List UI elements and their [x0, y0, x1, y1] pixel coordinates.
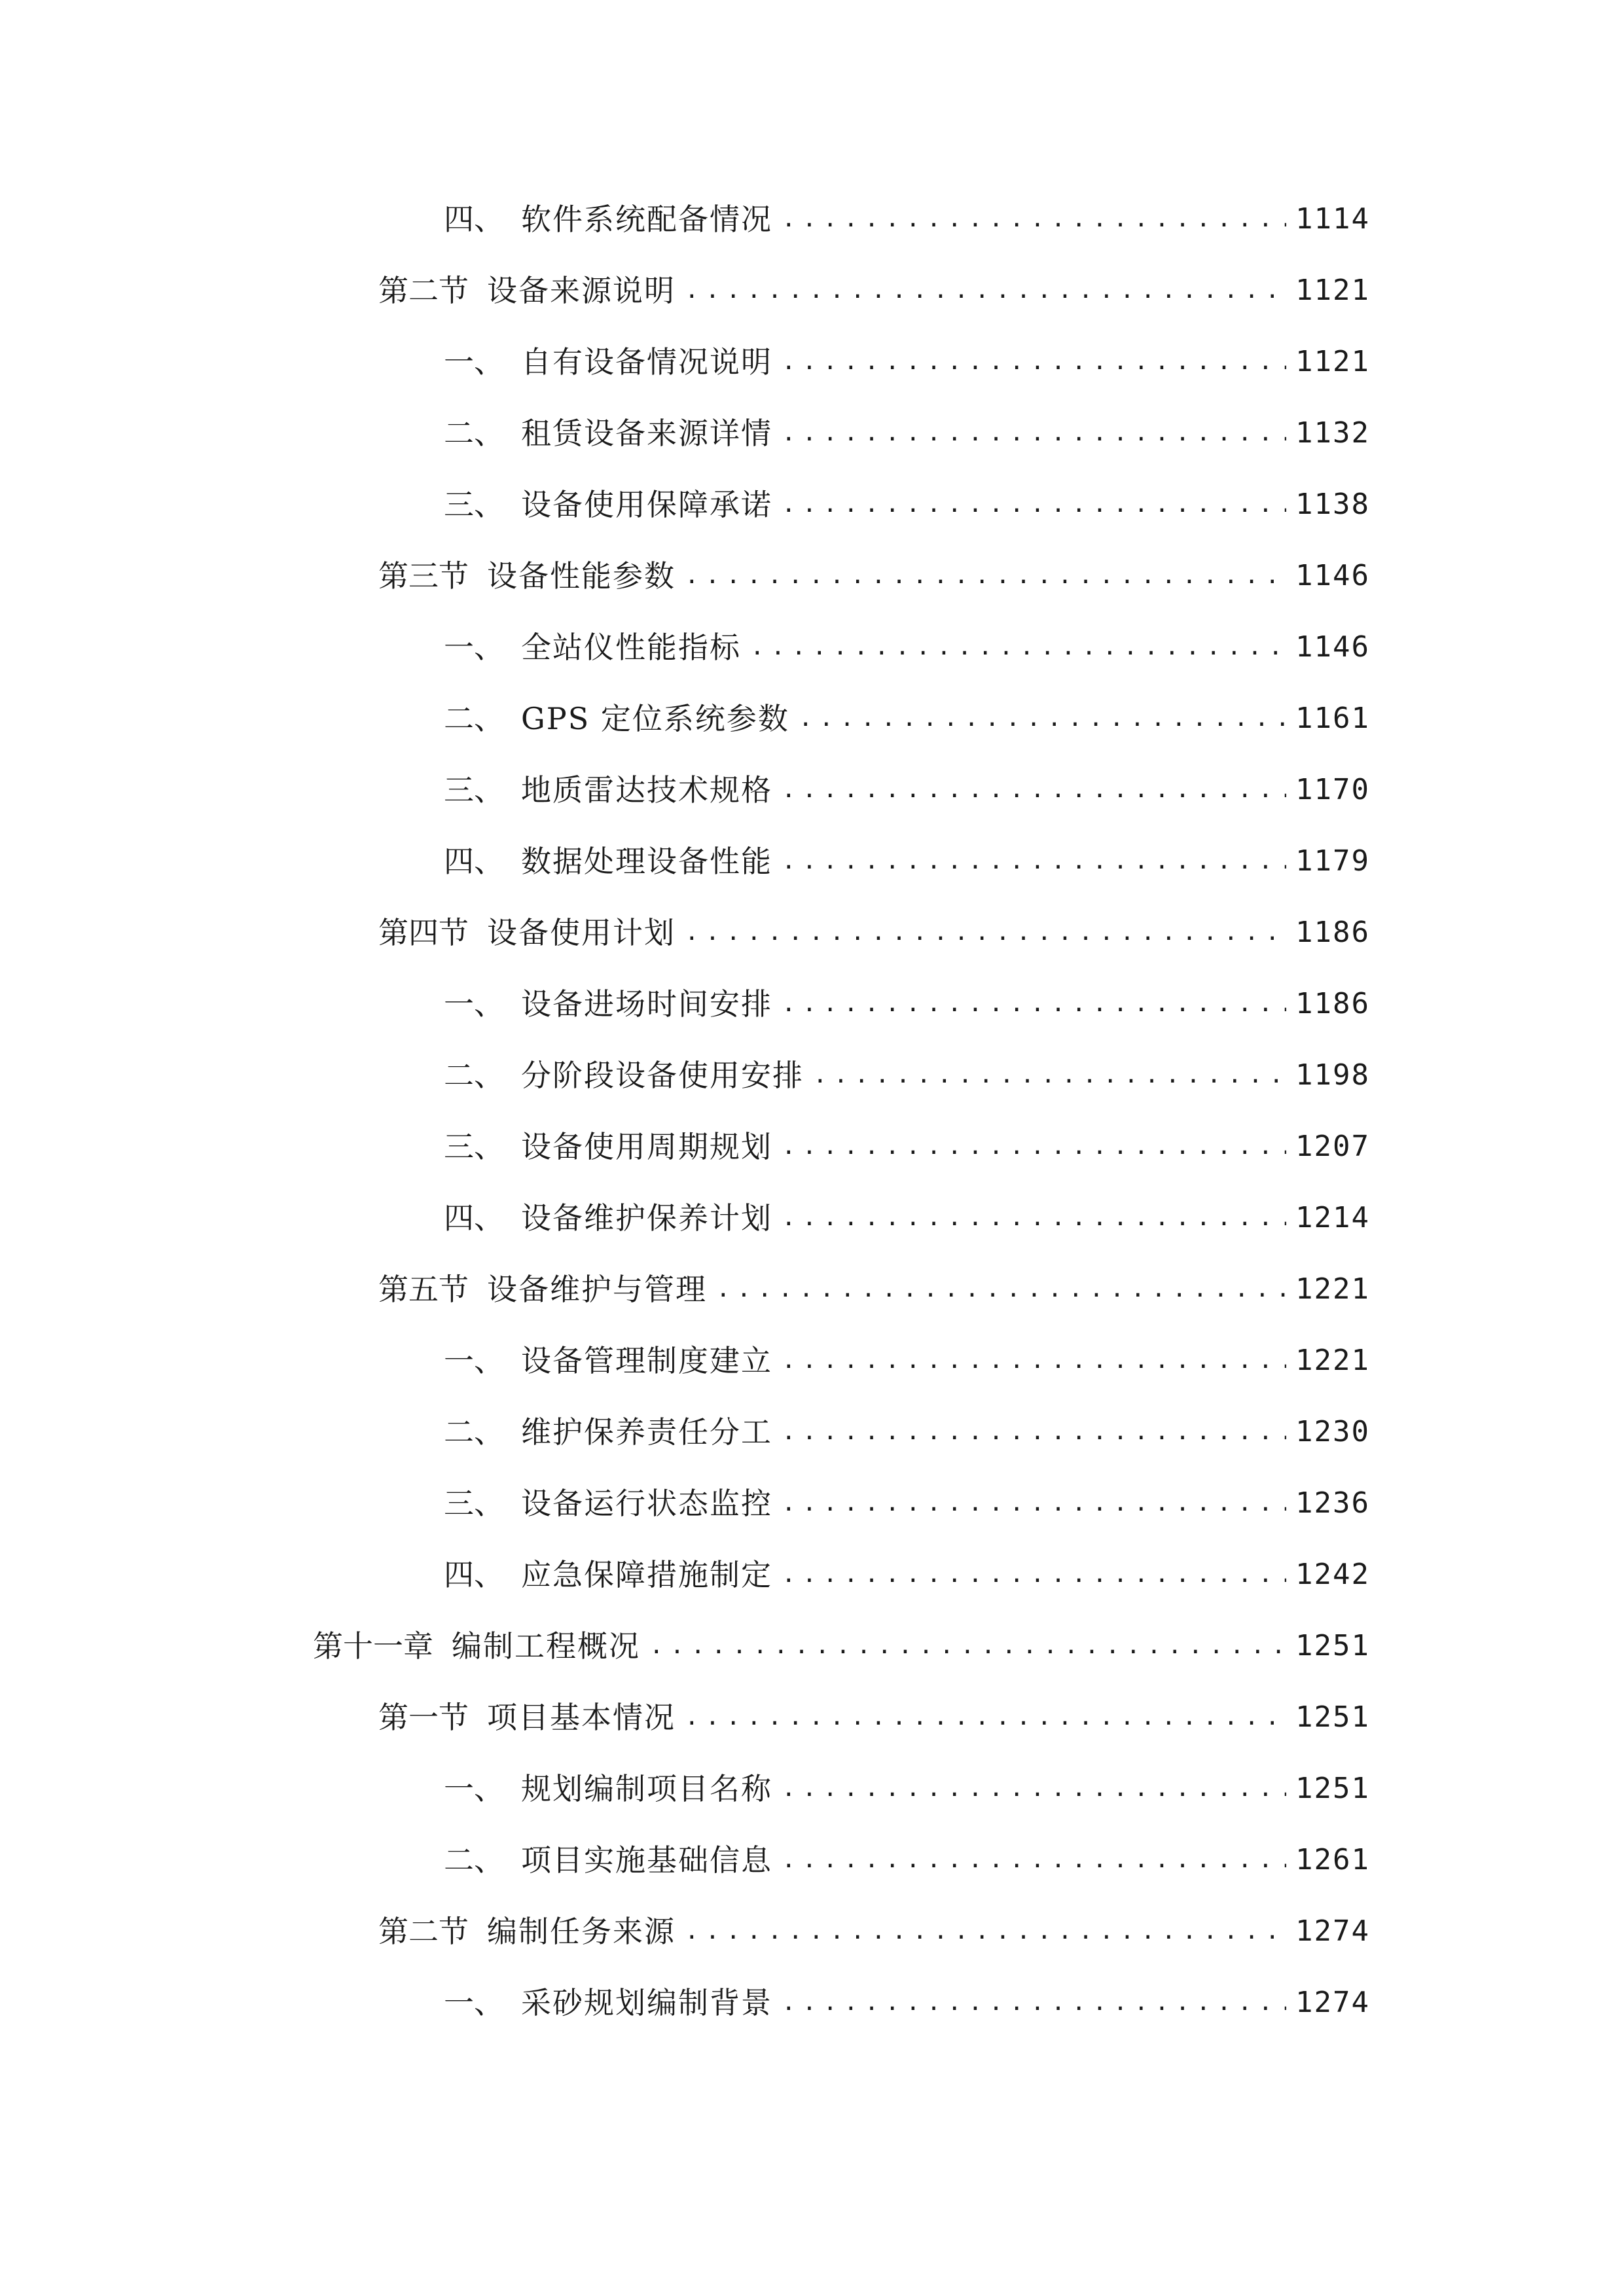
toc-entry-title: 设备维护保养计划	[521, 1200, 772, 1236]
toc-entry-number: 第五节	[378, 1272, 469, 1307]
toc-entry-number: 四、	[444, 844, 504, 879]
toc-entry[interactable]	[444, 621, 1370, 673]
toc-entry[interactable]	[444, 336, 1370, 388]
toc-entry[interactable]	[444, 1049, 1370, 1102]
toc-entry-title: 分阶段设备使用安排	[521, 1058, 804, 1093]
toc-entry-number: 四、	[444, 202, 504, 237]
toc-dot-leader	[782, 978, 1286, 1030]
toc-entry[interactable]	[444, 478, 1370, 531]
toc-entry-number: 第四节	[378, 915, 469, 950]
toc-page-number: 1170	[1295, 773, 1370, 806]
toc-entry-number: 第二节	[378, 273, 469, 308]
toc-entry-title: GPS 定位系统参数	[521, 701, 789, 736]
toc-entry[interactable]	[444, 1192, 1370, 1244]
toc-page-number: 1274	[1295, 1914, 1370, 1948]
toc-dot-leader	[782, 1477, 1286, 1530]
toc-dot-leader	[782, 1763, 1286, 1815]
toc-page-number: 1186	[1295, 916, 1370, 949]
toc-entry-number: 四、	[444, 1200, 504, 1236]
toc-page-number: 1251	[1295, 1772, 1370, 1805]
toc-entry-title: 规划编制项目名称	[521, 1771, 772, 1806]
toc-entry-number: 二、	[444, 416, 504, 451]
toc-entry-title: 编制任务来源	[487, 1914, 676, 1949]
toc-entry-number: 二、	[444, 1842, 504, 1878]
toc-entry-title: 设备维护与管理	[487, 1272, 707, 1307]
toc-entry[interactable]	[444, 835, 1370, 888]
toc-dot-leader	[782, 1834, 1286, 1886]
toc-entry[interactable]	[378, 1691, 1370, 1744]
toc-entry[interactable]	[444, 1834, 1370, 1886]
toc-page-number: 1121	[1295, 274, 1370, 307]
toc-page-number: 1242	[1295, 1558, 1370, 1591]
toc-entry-number: 三、	[444, 487, 504, 522]
toc-entry[interactable]	[378, 550, 1370, 602]
toc-entry-title: 设备运行状态监控	[521, 1486, 772, 1521]
toc-page-number: 1207	[1295, 1130, 1370, 1163]
toc-entry-number: 三、	[444, 1486, 504, 1521]
toc-dot-leader	[685, 264, 1286, 317]
toc-entry-title: 设备来源说明	[487, 273, 676, 308]
toc-entry-title: 项目实施基础信息	[521, 1842, 772, 1878]
toc-page-number: 1161	[1295, 702, 1370, 735]
toc-page-number: 1274	[1295, 1986, 1370, 2019]
toc-dot-leader	[685, 550, 1286, 602]
toc-dot-leader	[782, 407, 1286, 459]
toc-dot-leader	[782, 835, 1286, 888]
toc-entry-title: 项目基本情况	[487, 1700, 676, 1735]
toc-page-number: 1221	[1295, 1344, 1370, 1377]
toc-dot-leader	[782, 1406, 1286, 1458]
toc-page-number: 1198	[1295, 1058, 1370, 1092]
toc-entry[interactable]	[378, 1263, 1370, 1316]
toc-dot-leader	[750, 621, 1286, 673]
toc-entry[interactable]	[444, 1549, 1370, 1601]
toc-dot-leader	[685, 1905, 1286, 1958]
toc-entry-title: 维护保养责任分工	[521, 1414, 772, 1450]
toc-entry[interactable]	[444, 1121, 1370, 1173]
toc-entry-number: 一、	[444, 344, 504, 380]
toc-page-number: 1261	[1295, 1843, 1370, 1876]
toc-dot-leader	[799, 692, 1286, 745]
toc-page-number: 1146	[1295, 559, 1370, 592]
toc-entry-number: 一、	[444, 986, 504, 1022]
toc-entry[interactable]	[444, 193, 1370, 245]
toc-entry-number: 第一节	[378, 1700, 469, 1735]
toc-entry[interactable]	[444, 764, 1370, 816]
toc-entry-title: 设备使用保障承诺	[521, 487, 772, 522]
toc-dot-leader	[813, 1049, 1286, 1102]
toc-entry-number: 三、	[444, 772, 504, 808]
toc-entry-title: 设备性能参数	[487, 558, 676, 594]
toc-entry-title: 全站仪性能指标	[521, 630, 741, 665]
toc-entry-title: 设备管理制度建立	[521, 1343, 772, 1378]
toc-page-number: 1251	[1295, 1700, 1370, 1734]
toc-entry[interactable]	[444, 1977, 1370, 2029]
toc-page-number: 1236	[1295, 1486, 1370, 1520]
toc-dot-leader	[782, 478, 1286, 531]
toc-entry-title: 数据处理设备性能	[521, 844, 772, 879]
toc-dot-leader	[782, 193, 1286, 245]
toc-entry-number: 第十一章	[313, 1628, 433, 1664]
toc-entry-title: 设备进场时间安排	[521, 986, 772, 1022]
toc-entry-title: 采砂规划编制背景	[521, 1985, 772, 2020]
toc-dot-leader	[685, 906, 1286, 959]
toc-dot-leader	[782, 336, 1286, 388]
toc-entry-title: 软件系统配备情况	[521, 202, 772, 237]
toc-entry[interactable]	[444, 1763, 1370, 1815]
toc-entry[interactable]	[444, 1335, 1370, 1387]
toc-page-number: 1146	[1295, 630, 1370, 664]
toc-entry-title: 设备使用计划	[487, 915, 676, 950]
toc-entry-title: 应急保障措施制定	[521, 1557, 772, 1592]
toc-entry-number: 二、	[444, 701, 504, 736]
toc-entry-number: 二、	[444, 1414, 504, 1450]
toc-dot-leader	[649, 1620, 1286, 1672]
toc-entry-number: 第二节	[378, 1914, 469, 1949]
toc-entry-number: 二、	[444, 1058, 504, 1093]
toc-page-number: 1132	[1295, 416, 1370, 450]
toc-entry[interactable]	[444, 1477, 1370, 1530]
toc-entry-title: 地质雷达技术规格	[521, 772, 772, 808]
toc-page-number: 1230	[1295, 1415, 1370, 1448]
toc-dot-leader	[782, 1977, 1286, 2029]
toc-page-number: 1251	[1295, 1629, 1370, 1662]
toc-entry[interactable]	[378, 906, 1370, 959]
toc-entry-number: 一、	[444, 630, 504, 665]
toc-entry-number: 四、	[444, 1557, 504, 1592]
toc-entry-number: 一、	[444, 1771, 504, 1806]
toc-entry-title: 设备使用周期规划	[521, 1129, 772, 1164]
toc-entry-number: 三、	[444, 1129, 504, 1164]
toc-entry[interactable]	[378, 1905, 1370, 1958]
toc-page-number: 1114	[1295, 202, 1370, 236]
toc-dot-leader	[782, 1192, 1286, 1244]
toc-dot-leader	[685, 1691, 1286, 1744]
toc-entry[interactable]	[444, 692, 1370, 745]
toc-page-number: 1121	[1295, 345, 1370, 378]
toc-page-number: 1186	[1295, 987, 1370, 1020]
toc-page-number: 1179	[1295, 844, 1370, 878]
toc-dot-leader	[782, 1549, 1286, 1601]
toc-entry[interactable]	[444, 1406, 1370, 1458]
toc-entry[interactable]	[444, 978, 1370, 1030]
toc-entry-number: 一、	[444, 1985, 504, 2020]
toc-dot-leader	[782, 1335, 1286, 1387]
toc-dot-leader	[782, 1121, 1286, 1173]
toc-page-number: 1138	[1295, 488, 1370, 521]
toc-dot-leader	[716, 1263, 1286, 1316]
toc-page-number: 1214	[1295, 1201, 1370, 1234]
toc-entry-title: 自有设备情况说明	[521, 344, 772, 380]
toc-page-number: 1221	[1295, 1272, 1370, 1306]
toc-entry[interactable]	[444, 407, 1370, 459]
toc-entry-number: 第三节	[378, 558, 469, 594]
toc-dot-leader	[782, 764, 1286, 816]
toc-entry[interactable]	[313, 1620, 1370, 1672]
toc-entry-title: 租赁设备来源详情	[521, 416, 772, 451]
toc-entry-number: 一、	[444, 1343, 504, 1378]
toc-entry[interactable]	[378, 264, 1370, 317]
toc-entry-title: 编制工程概况	[452, 1628, 640, 1664]
